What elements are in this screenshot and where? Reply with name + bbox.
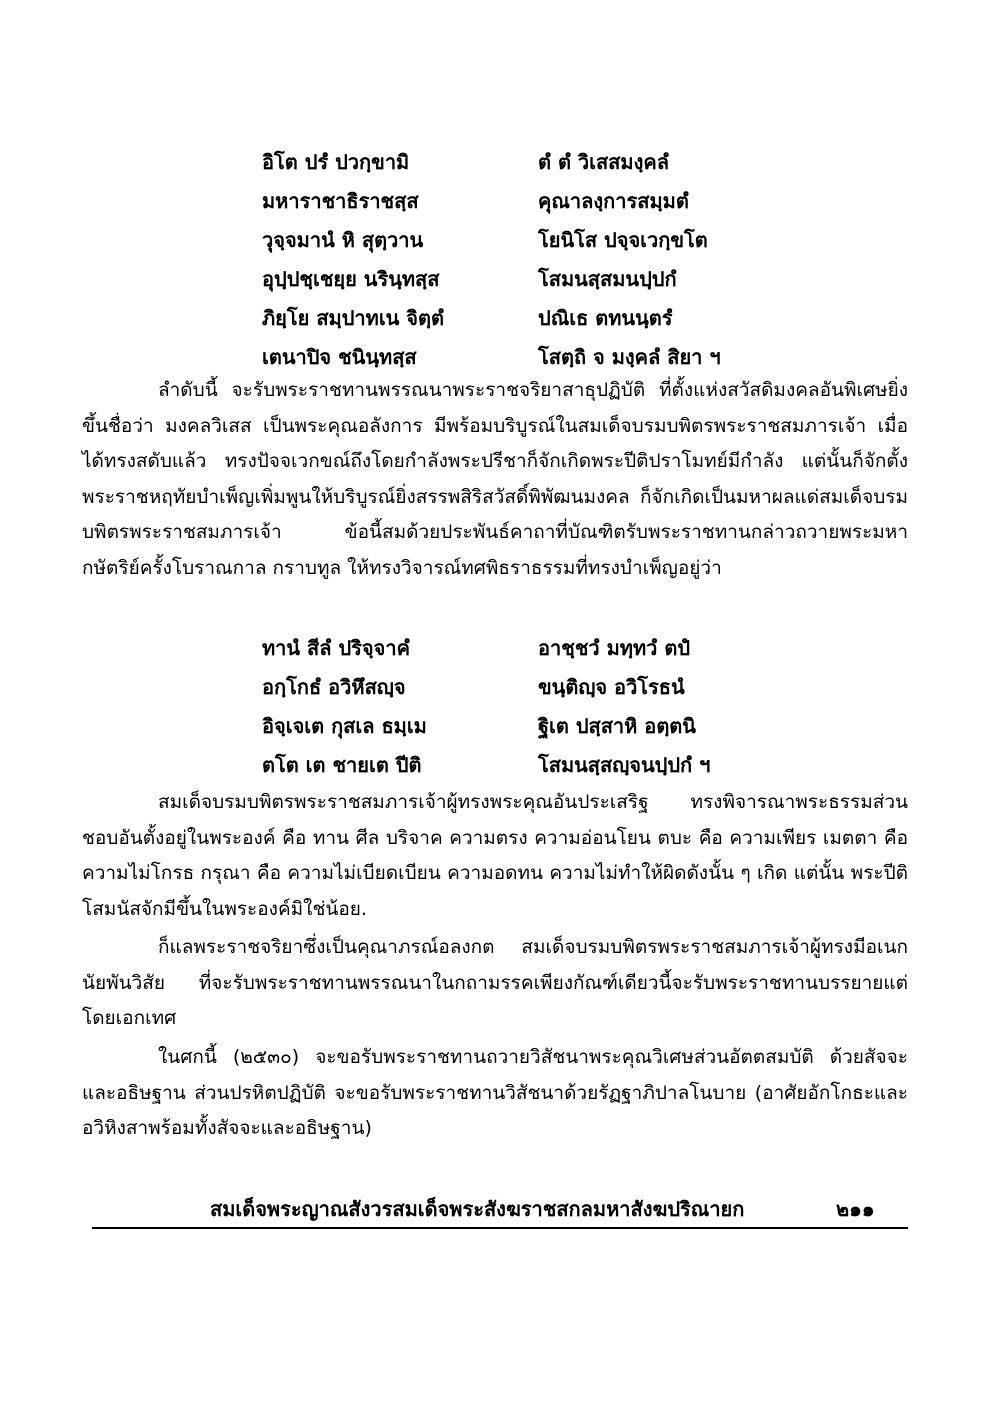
verse1-right-line: โสมนสฺสมนปฺปกํ — [538, 267, 677, 291]
verse2-right-line: อาชฺชวํ มทฺทวํ ตปํ — [538, 636, 691, 660]
body-paragraph-3: ก็แลพระราชจริยาซึ่งเป็นคุณาภรณ์อลงกต สมเด็จบรมบพิตรพระราชสมภารเจ้าผู้ทรงมีอเนกนัยพันวิสัย ที่จะรับพระราชทานพรรณนาในกถามรรคเพียงกัณฑ์เดียวนี้จะรับพระราชทานบรรยายแต่โดยเอกเทศ — [82, 936, 908, 1029]
verse2-left-line: ตโต เต ชายเต ปีติ — [262, 753, 422, 777]
verse1-right-line: ปณิเธ ตทนนฺตรํ — [538, 306, 673, 330]
body-paragraph-4: ในศกนี้ (๒๕๓๐) จะขอรับพระราชทานถวายวิสัชนาพระคุณวิเศษส่วนอัตตสมบัติ ด้วยสัจจะและอธิษฐาน ส่วนปรหิตปฏิบัติ จะขอรับพระราชทานวิสัชนาด้วยรัฏฐาภิปาลโนบาย (อาศัยอักโกธะและอวิหิงสาพร้อมทั้งสัจจะและอธิษฐาน) — [82, 1046, 908, 1139]
verse2-left-line: ทานํ สีลํ ปริจฺจาคํ — [262, 636, 410, 660]
verse2-right-line: ขนฺติญฺจ อวิโรธนํ — [538, 675, 685, 699]
footer-title: สมเด็จพระญาณสังวรสมเด็จพระสังฆราชสกลมหาสังฆปริณายก — [210, 1197, 745, 1221]
body-paragraph-2: สมเด็จบรมบพิตรพระราชสมภารเจ้าผู้ทรงพระคุณอันประเสริฐ ทรงพิจารณาพระธรรมส่วนชอบอันตั้งอยู่ในพระองค์ คือ ทาน ศีล บริจาค ความตรง ความอ่อนโยน ตบะ คือ ความเพียร เมตตา คือ ความไม่โกรธ กรุณา คือ ความไม่เบียดเบียน ความอดทน ความไม่ทำให้ผิดดังนั้น ๆ เกิด แต่นั้น พระปีติโสมนัสจักมีขึ้นในพระองค์มิใช่น้อย. — [82, 791, 908, 920]
verse1-left-line: วุจฺจมานํ หิ สุตฺวาน — [262, 228, 424, 252]
verse1-left-line: มหาราชาธิราชสฺส — [262, 189, 419, 213]
verse1-left-line: ภิยฺโย สมฺปาทเน จิตฺตํ — [262, 306, 444, 330]
verse2-left-line: อิจฺเจเต กุสเล ธมฺเม — [262, 714, 427, 738]
verse1-right-line: คุณาลงฺการสมฺมตํ — [538, 189, 689, 213]
verse2-right-line: ฐิเต ปสฺสาหิ อตฺตนิ — [538, 714, 696, 738]
verse2-left-line: อกฺโกธํ อวิหึสญฺจ — [262, 675, 406, 699]
footer-divider — [92, 1227, 908, 1229]
verse1-left-line: เตนาปิจ ชนินฺทสฺส — [262, 345, 417, 369]
verse2-right-line: โสมนสฺสญฺจนปฺปกํ ฯ — [538, 753, 711, 777]
verse1-right-line: ตํ ตํ วิเสสมงฺคลํ — [538, 150, 669, 174]
verse1-right-line: โสตฺถิ จ มงฺคลํ สิยา ฯ — [538, 345, 721, 369]
verse1-right-line: โยนิโส ปจฺจเวกฺขโต — [538, 228, 708, 252]
verse1-left-line: อิโต ปรํ ปวกฺขามิ — [262, 150, 410, 174]
body-paragraph-1: ลำดับนี้ จะรับพระราชทานพรรณนาพระราชจริยาสาธุปฏิบัติ ที่ตั้งแห่งสวัสดิมงคลอันพิเศษยิ่งขึ้นชื่อว่า มงคลวิเสส เป็นพระคุณอลังการ มีพร้อมบริบูรณ์ในสมเด็จบรมบพิตรพระราชสมภารเจ้า เมื่อได้ทรงสดับแล้ว ทรงปัจจเวกขณ์ถึงโดยกำลังพระปรีชาก็จักเกิดพระปีติปราโมทย์มีกำลัง แต่นั้นก็จักตั้งพระราชหฤทัยบำเพ็ญเพิ่มพูนให้บริบูรณ์ยิ่งสรรพสิริสวัสดิ์พิพัฒนมงคล ก็จักเกิดเป็นมหาผลแด่สมเด็จบรมบพิตรพระราชสมภารเจ้า ข้อนี้สมด้วยประพันธ์คาถาที่บัณฑิตรับพระราชทานกล่าวถวายพระมหากษัตริย์ครั้งโบราณกาล กราบทูล ให้ทรงวิจารณ์ทศพิธราธรรมที่ทรงบำเพ็ญอยู่ว่า — [82, 379, 908, 579]
page-number: ๒๑๑ — [836, 1197, 875, 1221]
verse1-left-line: อุปฺปชฺเชยฺย นรินฺทสฺส — [262, 267, 440, 291]
